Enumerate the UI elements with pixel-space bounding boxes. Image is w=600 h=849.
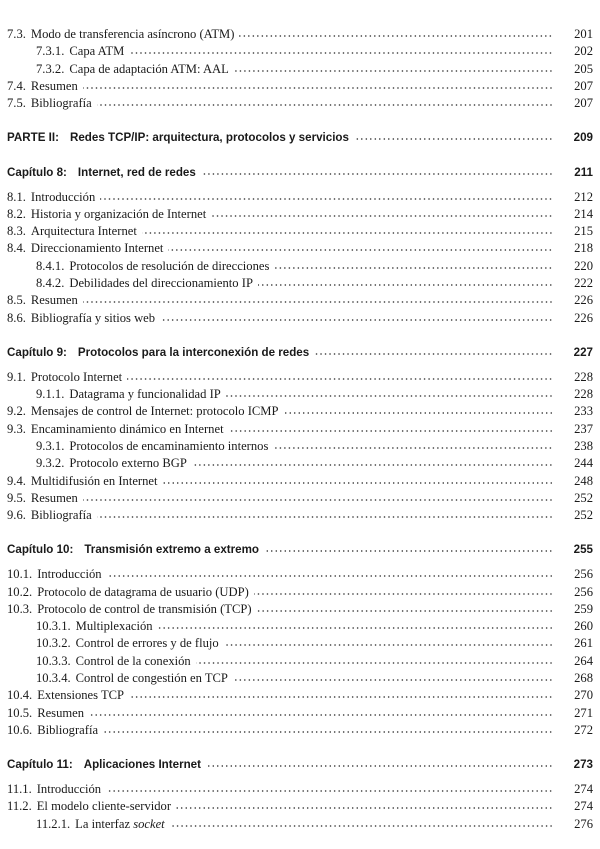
- page-number: 264: [574, 653, 593, 668]
- dot-leader: [273, 446, 553, 450]
- toc-entry[interactable]: [7, 490, 593, 507]
- section-title: [31, 473, 158, 490]
- page-number: 205: [574, 61, 593, 76]
- page-number: 222: [574, 276, 593, 291]
- dot-leader: [83, 498, 553, 502]
- section-title: [31, 507, 92, 524]
- dot-leader: [234, 69, 553, 73]
- toc-entry[interactable]: [7, 403, 593, 420]
- section-title: [76, 635, 219, 652]
- toc-entry[interactable]: [7, 635, 593, 652]
- toc-entry[interactable]: [7, 386, 593, 403]
- toc-entry[interactable]: [7, 798, 593, 815]
- title-text: Mensajes de control de Internet: protocolo ICMP: [30, 404, 279, 419]
- toc-entry[interactable]: [7, 78, 593, 95]
- section-title: [84, 756, 201, 773]
- toc-entry[interactable]: [7, 223, 593, 240]
- page-number: 270: [574, 688, 593, 703]
- title-text: El modelo cliente-servidor: [36, 799, 172, 814]
- toc-entry[interactable]: [7, 206, 593, 223]
- page-number: 256: [574, 584, 593, 599]
- section-title: [84, 541, 259, 558]
- title-text: Protocolos para la interconexión de redes: [77, 345, 310, 359]
- page-number: 268: [574, 671, 593, 685]
- dot-leader: [103, 730, 553, 734]
- page-number: 214: [574, 206, 593, 221]
- dot-leader: [284, 411, 553, 415]
- title-text: Capa ATM: [69, 44, 125, 59]
- title-text: Introducción: [37, 567, 102, 582]
- dot-leader: [168, 248, 553, 252]
- page-number: 272: [574, 722, 593, 737]
- toc-entry[interactable]: [7, 670, 593, 687]
- heading-label: PARTE II:: [7, 131, 59, 145]
- section-number: 8.4.2.: [36, 276, 65, 291]
- section-number: 9.3.1.: [36, 438, 65, 453]
- page-number: 233: [574, 404, 593, 419]
- title-text: Transmisión extremo a extremo: [84, 543, 259, 557]
- page-number: 215: [574, 224, 593, 239]
- title-text: Extensiones TCP: [37, 688, 125, 703]
- section-title: [37, 601, 251, 618]
- page-number: 226: [574, 293, 593, 308]
- dot-leader: [258, 283, 553, 287]
- title-text: Aplicaciones Internet: [83, 758, 201, 772]
- title-text: Bibliografía: [37, 722, 99, 737]
- page-number: 244: [574, 456, 593, 471]
- toc-chapter-heading[interactable]: [7, 541, 593, 558]
- toc-entry[interactable]: [7, 421, 593, 438]
- section-number: 9.3.: [7, 421, 26, 436]
- section-number: 10.3.1.: [36, 619, 71, 634]
- section-title: [69, 43, 124, 60]
- dot-leader: [100, 197, 553, 201]
- page-number: 255: [573, 543, 593, 557]
- title-text: Introducción: [30, 189, 96, 204]
- section-number: 10.1.: [7, 567, 33, 582]
- toc-entry[interactable]: [7, 584, 593, 601]
- title-text: Direccionamiento Internet: [30, 241, 164, 256]
- section-number: 8.3.: [7, 224, 26, 239]
- page-number: 252: [574, 490, 593, 505]
- page-number: 260: [574, 619, 593, 634]
- section-number: 7.3.: [7, 27, 26, 41]
- toc-entry[interactable]: [7, 722, 593, 739]
- title-text: Protocolo de datagrama de usuario (UDP): [37, 584, 249, 599]
- toc-entry[interactable]: [7, 601, 593, 618]
- title-text: Control de congestión en TCP: [75, 671, 228, 685]
- section-number: 10.2.: [7, 584, 33, 599]
- toc-entry[interactable]: [7, 438, 593, 455]
- section-number: 8.4.: [7, 241, 26, 256]
- page-number: 273: [573, 758, 593, 772]
- page-number: 261: [574, 636, 593, 651]
- page-number: 212: [574, 189, 593, 204]
- dot-leader: [257, 609, 553, 613]
- section-title: [31, 95, 92, 112]
- title-text: Bibliografía: [30, 508, 92, 523]
- section-number: 8.2.: [7, 206, 26, 221]
- page-number: 202: [574, 44, 593, 59]
- title-text: Capa de adaptación ATM: AAL: [69, 61, 229, 76]
- toc-entry[interactable]: [7, 189, 593, 206]
- section-title: [76, 670, 228, 687]
- dot-leader: [274, 266, 553, 270]
- title-text: Protocolo de control de transmisión (TCP): [37, 601, 252, 616]
- dot-leader: [158, 626, 553, 630]
- section-title: [69, 438, 268, 455]
- heading-label: Capítulo 9:: [7, 345, 67, 359]
- section-title: [70, 129, 349, 146]
- section-number: 10.4.: [7, 688, 33, 703]
- section-number: 9.5.: [7, 490, 26, 505]
- section-number: 10.5.: [7, 705, 33, 720]
- section-title: [37, 566, 101, 583]
- title-text: Resumen: [30, 490, 78, 505]
- dot-leader: [83, 86, 553, 90]
- section-number: 8.6.: [7, 310, 26, 325]
- section-title: [31, 206, 206, 223]
- section-number: 11.2.: [7, 799, 32, 814]
- section-number: 8.4.1.: [36, 258, 65, 273]
- page-number: 207: [574, 78, 593, 93]
- section-title: [31, 189, 95, 206]
- page-number: 252: [574, 508, 593, 523]
- toc-entry[interactable]: [7, 292, 593, 309]
- section-number: 8.5.: [7, 293, 26, 308]
- title-text: Redes TCP/IP: arquitectura, protocolos y servicios: [69, 131, 349, 145]
- title-text: Resumen: [30, 293, 78, 308]
- dot-leader: [264, 549, 553, 553]
- toc-entry[interactable]: [7, 687, 593, 704]
- title-text: Modo de transferencia asíncrono (ATM): [30, 27, 235, 41]
- dot-leader: [196, 661, 553, 665]
- section-title: [78, 164, 196, 181]
- page-number: 211: [574, 165, 593, 179]
- section-title: [78, 344, 309, 361]
- section-title: [69, 275, 253, 292]
- dot-leader: [129, 51, 553, 55]
- section-number: 10.3.: [7, 601, 33, 616]
- dot-leader: [224, 643, 553, 647]
- toc-chapter-heading[interactable]: [7, 756, 593, 773]
- section-title: [31, 421, 224, 438]
- dot-leader: [229, 429, 553, 433]
- section-title: [31, 223, 137, 240]
- title-text: La interfaz: [75, 816, 134, 831]
- section-number: 9.6.: [7, 508, 26, 523]
- section-title: [31, 310, 155, 327]
- title-text: Internet, red de redes: [77, 165, 196, 179]
- dot-leader: [176, 806, 553, 810]
- dot-leader: [170, 824, 553, 828]
- page-number: 226: [574, 310, 593, 325]
- dot-leader: [354, 137, 553, 141]
- dot-leader: [83, 300, 553, 304]
- title-text: Arquitectura Internet: [30, 224, 137, 239]
- section-title: [31, 26, 235, 43]
- page-number: 209: [573, 131, 593, 145]
- heading-label: Capítulo 11:: [7, 758, 73, 772]
- section-title: [31, 369, 122, 386]
- title-text: Control de errores y de flujo: [75, 636, 219, 651]
- page-number: 227: [573, 345, 593, 359]
- toc-entry[interactable]: [7, 369, 593, 386]
- title-text: Resumen: [37, 705, 85, 720]
- section-title: [31, 78, 78, 95]
- section-title: [31, 240, 164, 257]
- title-text: Resumen: [30, 78, 78, 93]
- section-title: [76, 653, 191, 670]
- dot-leader: [106, 789, 553, 793]
- section-title: [37, 781, 101, 798]
- toc-entry[interactable]: [7, 258, 593, 275]
- page-number: 271: [574, 705, 593, 720]
- page-number: 201: [574, 27, 593, 41]
- toc-entry[interactable]: [7, 473, 593, 490]
- page-number: 220: [574, 258, 593, 273]
- section-number: 10.6.: [7, 722, 33, 737]
- dot-leader: [233, 678, 553, 682]
- page-number: 228: [574, 387, 593, 402]
- dot-leader: [239, 34, 553, 38]
- section-number: 10.3.4.: [36, 671, 71, 685]
- dot-leader: [160, 318, 553, 322]
- section-title: [69, 258, 269, 275]
- title-text: Protocolo Internet: [30, 369, 123, 384]
- dot-leader: [314, 352, 553, 356]
- title-text: Debilidades del direccionamiento IP: [69, 276, 253, 291]
- section-title: [37, 705, 84, 722]
- section-number: 8.1.: [7, 189, 26, 204]
- section-number: 10.3.3.: [36, 653, 71, 668]
- section-title: [37, 722, 98, 739]
- dot-leader: [206, 764, 553, 768]
- dot-leader: [89, 713, 553, 717]
- section-number: 7.4.: [7, 78, 26, 93]
- section-title: [37, 687, 124, 704]
- title-italic: socket: [133, 816, 165, 831]
- heading-label: Capítulo 8:: [7, 165, 67, 179]
- section-title: [37, 798, 171, 815]
- dot-leader: [192, 463, 553, 467]
- toc-entry[interactable]: [7, 566, 593, 583]
- page-number: 237: [574, 421, 593, 436]
- toc-entry[interactable]: [7, 781, 593, 798]
- section-number: 7.5.: [7, 96, 26, 111]
- title-text: Control de la conexión: [75, 653, 191, 668]
- dot-leader: [107, 574, 553, 578]
- section-title: [37, 584, 249, 601]
- page-number: 276: [574, 816, 593, 831]
- page-number: 256: [574, 567, 593, 582]
- title-text: Protocolos de encaminamiento internos: [69, 438, 269, 453]
- title-text: Multidifusión en Internet: [30, 473, 158, 488]
- toc-entry[interactable]: [7, 43, 593, 60]
- toc-entry[interactable]: [7, 240, 593, 257]
- page-number: 259: [574, 601, 593, 616]
- title-text: Datagrama y funcionalidad IP: [69, 387, 221, 402]
- toc-chapter-heading[interactable]: [7, 344, 593, 361]
- dot-leader: [97, 103, 553, 107]
- section-number: 7.3.2.: [36, 61, 65, 76]
- page-number: 218: [574, 241, 593, 256]
- dot-leader: [163, 481, 553, 485]
- page-number: 207: [574, 96, 593, 111]
- dot-leader: [226, 394, 553, 398]
- toc-entry[interactable]: [7, 653, 593, 670]
- toc-entry[interactable]: [7, 507, 593, 524]
- page-number: 228: [574, 369, 593, 384]
- section-title: [31, 403, 279, 420]
- toc-entry[interactable]: [7, 26, 593, 43]
- section-number: 9.4.: [7, 473, 26, 488]
- toc-part-heading[interactable]: [7, 129, 593, 146]
- title-text: Multiplexación: [75, 619, 153, 634]
- dot-leader: [211, 214, 553, 218]
- title-text: Historia y organización de Internet: [30, 206, 207, 221]
- table-of-contents: [7, 26, 593, 833]
- section-number: 9.1.1.: [36, 387, 65, 402]
- title-text: Protocolo externo BGP: [69, 456, 187, 471]
- toc-entry[interactable]: [7, 618, 593, 635]
- heading-label: Capítulo 10:: [7, 543, 74, 557]
- page-number: 274: [574, 799, 593, 814]
- section-title: [31, 490, 78, 507]
- page-number: 248: [574, 473, 593, 488]
- toc-entry[interactable]: [7, 816, 593, 833]
- toc-entry[interactable]: [7, 61, 593, 78]
- section-number: 9.2.: [7, 404, 26, 419]
- toc-chapter-heading[interactable]: [7, 164, 593, 181]
- dot-leader: [254, 592, 553, 596]
- section-number: 9.3.2.: [36, 456, 65, 471]
- dot-leader: [127, 377, 553, 381]
- section-title: [69, 386, 220, 403]
- page-number: 274: [574, 781, 593, 796]
- section-title: [31, 292, 78, 309]
- toc-entry[interactable]: [7, 705, 593, 722]
- toc-entry[interactable]: [7, 275, 593, 292]
- section-number: 9.1.: [7, 369, 26, 384]
- title-text: Encaminamiento dinámico en Internet: [30, 421, 224, 436]
- dot-leader: [201, 172, 553, 176]
- page-number: 238: [574, 438, 593, 453]
- section-number: 7.3.1.: [36, 44, 65, 59]
- toc-entry[interactable]: [7, 310, 593, 327]
- title-text: Bibliografía y sitios web: [30, 310, 156, 325]
- toc-entry[interactable]: [7, 95, 593, 112]
- dot-leader: [142, 231, 553, 235]
- section-title: [75, 816, 165, 833]
- section-title: [69, 455, 187, 472]
- section-title: [76, 618, 153, 635]
- title-text: Protocolos de resolución de direcciones: [69, 258, 270, 273]
- dot-leader: [97, 515, 553, 519]
- title-text: Introducción: [36, 781, 102, 796]
- section-number: 11.1.: [7, 781, 32, 796]
- section-title: [69, 61, 228, 78]
- title-text: Bibliografía: [30, 96, 92, 111]
- toc-entry[interactable]: [7, 455, 593, 472]
- section-number: 11.2.1.: [36, 816, 71, 831]
- dot-leader: [129, 695, 553, 699]
- section-number: 10.3.2.: [36, 636, 71, 651]
